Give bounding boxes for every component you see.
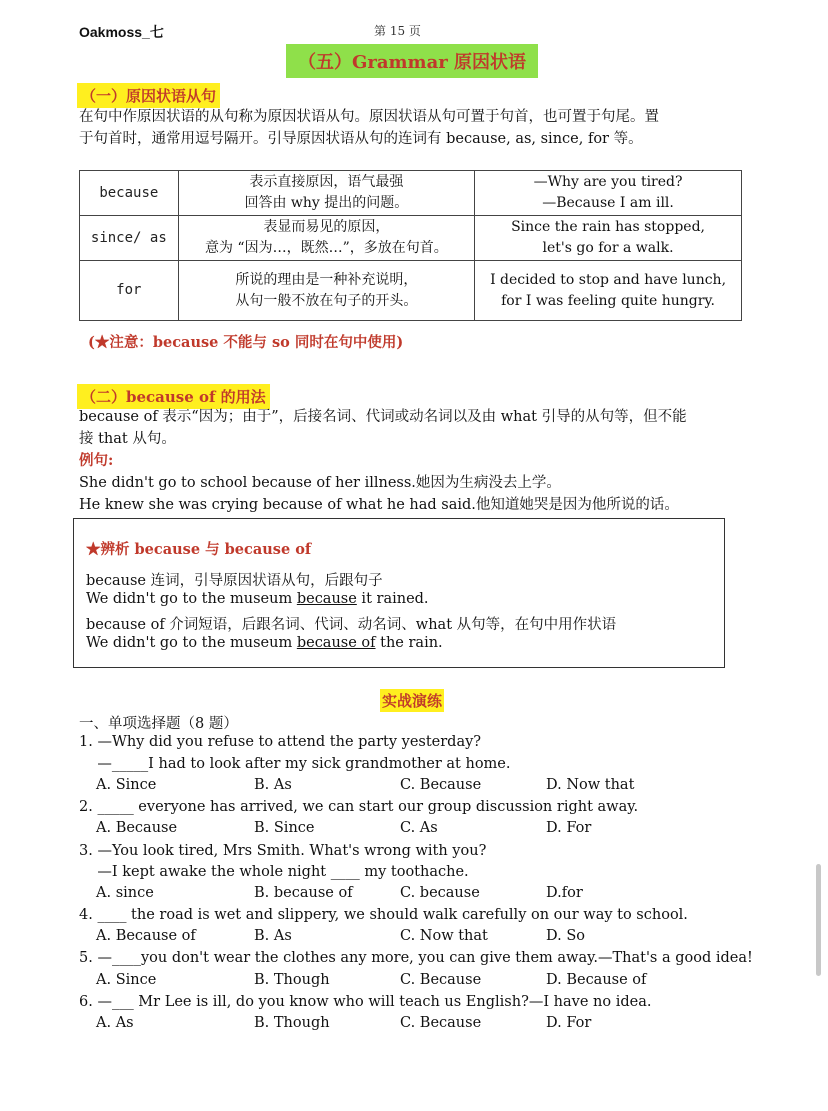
desc-line: 表示直接原因，语气最强 (249, 174, 404, 190)
option-a[interactable]: A. Because of (96, 928, 196, 944)
sentence-part: it rained. (356, 591, 429, 607)
conjunction-table (79, 170, 742, 321)
section1-heading: （一）原因状语从句 (77, 83, 220, 108)
table-cell-desc (178, 171, 474, 216)
underlined-word: because (296, 591, 357, 607)
section1-paragraph-line1: 在句中作原因状语的从句称为原因状语从句。原因状语从句可置于句首，也可置于句尾。置 (79, 109, 659, 125)
option-d[interactable]: D. For (546, 820, 592, 836)
section1-paragraph-line2: 于句首时，通常用逗号隔开。引导原因状语从句的连词有 because, as, since, for 等。 (79, 131, 643, 147)
sentence-part: We didn't go to the museum (86, 591, 297, 607)
option-c[interactable]: C. Because (400, 777, 482, 793)
option-b[interactable]: B. As (254, 777, 292, 793)
option-c[interactable]: C. because (400, 885, 480, 901)
option-d[interactable]: D. Now that (546, 777, 635, 793)
example-line: —Because I am ill. (542, 195, 674, 211)
scrollbar-thumb[interactable] (816, 864, 821, 976)
question-5: 5. —____you don't wear the clothes any more, you can give them away.—That's a good idea! (79, 950, 753, 966)
question-3: 3. —You look tired, Mrs Smith. What's wrong with you? (79, 843, 487, 859)
question-2: 2. _____ everyone has arrived, we can start our group discussion right away. (79, 799, 639, 815)
section2-heading: （二）because of 的用法 (77, 384, 270, 409)
option-c[interactable]: C. Because (400, 1015, 482, 1031)
option-b[interactable]: B. because of (254, 885, 353, 901)
practice-heading: 实战演练 (380, 689, 444, 712)
page-title: （五）Grammar 原因状语 (286, 44, 538, 78)
question-1: 1. —Why did you refuse to attend the party yesterday? (79, 734, 482, 750)
table-cell-word: for (80, 261, 179, 321)
option-c[interactable]: C. As (400, 820, 438, 836)
comparison-example-because-of (86, 635, 443, 651)
desc-line: 表显而易见的原因， (263, 219, 390, 235)
table-cell-example (475, 261, 742, 321)
example-line: Since the rain has stopped, (511, 219, 705, 235)
option-a[interactable]: A. Because (96, 820, 178, 836)
option-d[interactable]: D. Because of (546, 972, 647, 988)
comparison-example-because (86, 591, 429, 607)
note-text: (★注意：because 不能与 so 同时在句中使用) (88, 334, 404, 351)
option-b[interactable]: B. Though (254, 972, 330, 988)
header-author: Oakmoss_七 (79, 24, 164, 40)
table-cell-example (475, 216, 742, 261)
desc-line: 从句一般不放在句子的开头。 (235, 292, 418, 309)
underlined-word: because of (296, 635, 376, 651)
table-row (80, 216, 742, 261)
section1-paragraph (79, 106, 749, 150)
option-d[interactable]: D. For (546, 1015, 592, 1031)
comparison-line-because: because 连词，引导原因状语从句，后跟句子 (86, 573, 383, 589)
table-row (80, 171, 742, 216)
question-4: 4. ____ the road is wet and slippery, we should walk carefully on our way to school. (79, 907, 688, 923)
question-6: 6. —___ Mr Lee is ill, do you know who will teach us English?—I have no idea. (79, 994, 652, 1010)
option-d[interactable]: D. So (546, 928, 585, 944)
example-line: —Why are you tired? (533, 174, 683, 190)
comparison-line-because-of: because of 介词短语，后跟名词、代词、动名词、what 从句等，在句中用作状语 (86, 617, 617, 633)
option-c[interactable]: C. Now that (400, 928, 488, 944)
comparison-box (73, 518, 725, 668)
section2-paragraph-line2: 接 that 从句。 (79, 431, 176, 447)
option-b[interactable]: B. As (254, 928, 292, 944)
question-1-line2: —_____I had to look after my sick grandmother at home. (79, 756, 511, 772)
example-line: I decided to stop and have lunch, (490, 271, 727, 288)
example-sentence-1: She didn't go to school because of her illness.她因为生病没去上学。 (79, 475, 561, 491)
option-a[interactable]: A. since (96, 885, 154, 901)
page-number: 第 15 页 (374, 24, 421, 38)
option-a[interactable]: A. Since (96, 777, 157, 793)
example-label: 例句: (79, 452, 114, 469)
option-d[interactable]: D.for (546, 885, 583, 901)
table-cell-word: since/ as (80, 216, 179, 261)
table-cell-desc (178, 216, 474, 261)
table-row (80, 261, 742, 321)
question-3-line2: —I kept awake the whole night ____ my toothache. (79, 864, 469, 880)
desc-line: 意为 “因为…，既然…”，多放在句首。 (204, 240, 448, 256)
option-b[interactable]: B. Since (254, 820, 315, 836)
section2-paragraph (79, 406, 749, 516)
sentence-part: We didn't go to the museum (86, 635, 297, 651)
desc-line: 回答由 why 提出的问题。 (244, 195, 409, 211)
table-cell-word: because (80, 171, 179, 216)
section2-paragraph-line1: because of 表示“因为；由于”，后接名词、代词或动名词以及由 what 引导的从句等，但不能 (79, 409, 687, 425)
option-c[interactable]: C. Because (400, 972, 482, 988)
table-cell-example (475, 171, 742, 216)
example-line: for I was feeling quite hungry. (501, 292, 715, 309)
table-cell-desc (178, 261, 474, 321)
example-line: let's go for a walk. (542, 240, 674, 256)
example-sentence-2: He knew she was crying because of what he had said.他知道她哭是因为他所说的话。 (79, 497, 679, 513)
option-a[interactable]: A. As (96, 1015, 134, 1031)
option-a[interactable]: A. Since (96, 972, 157, 988)
option-b[interactable]: B. Though (254, 1015, 330, 1031)
comparison-box-title: ★辨析 because 与 because of (86, 541, 312, 558)
desc-line: 所说的理由是一种补充说明， (235, 271, 418, 288)
practice-subheading: 一、单项选择题（8 题） (79, 716, 238, 732)
sentence-part: the rain. (375, 635, 443, 651)
